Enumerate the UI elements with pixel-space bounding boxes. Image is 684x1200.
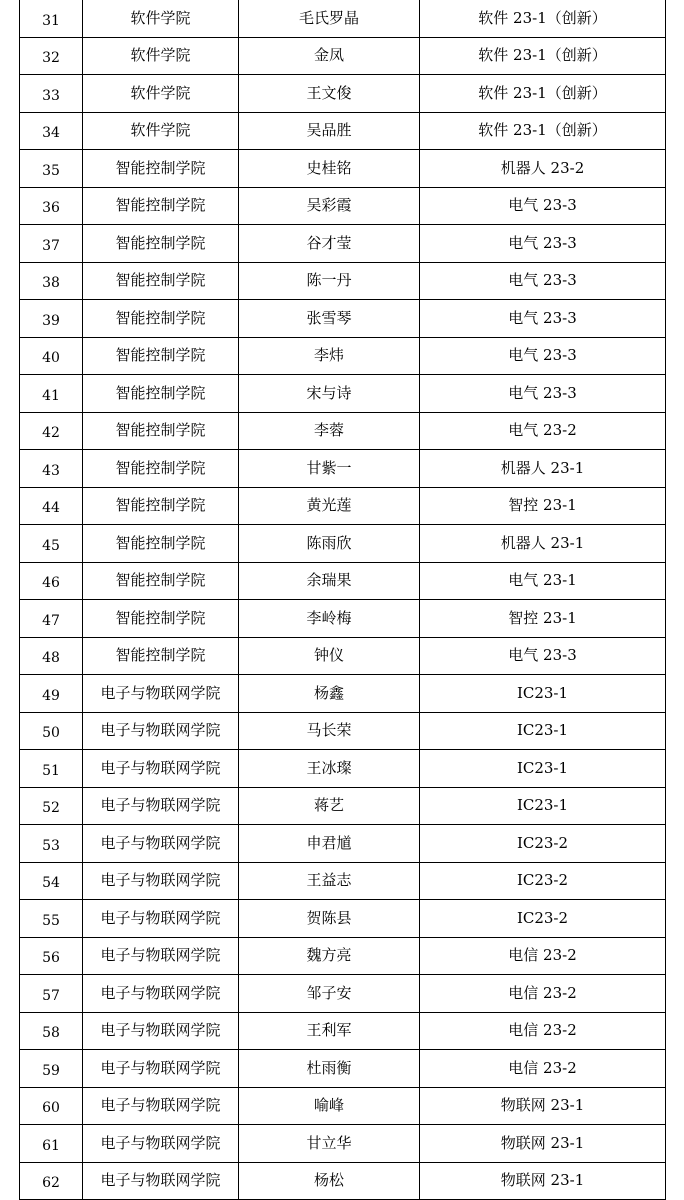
college-cell: 智能控制学院 (83, 225, 239, 263)
college-cell: 电子与物联网学院 (83, 937, 239, 975)
student-name-cell: 史桂铭 (239, 150, 420, 188)
table-row (20, 262, 666, 300)
table-row (20, 0, 666, 37)
table-row (20, 675, 666, 713)
class-cell: 电气 23-3 (420, 637, 666, 675)
row-number-cell: 37 (20, 225, 83, 263)
class-cell: 软件 23-1（创新） (420, 37, 666, 75)
class-cell: 软件 23-1（创新） (420, 75, 666, 113)
college-cell: 智能控制学院 (83, 375, 239, 413)
student-name-cell: 李炜 (239, 337, 420, 375)
table-row (20, 112, 666, 150)
class-cell: 机器人 23-2 (420, 150, 666, 188)
table-row (20, 712, 666, 750)
document-page (19, 7, 665, 1192)
student-name-cell: 甘立华 (239, 1125, 420, 1163)
class-cell: 智控 23-1 (420, 600, 666, 638)
class-cell: 电气 23-3 (420, 262, 666, 300)
row-number-cell: 47 (20, 600, 83, 638)
class-cell: 电气 23-3 (420, 187, 666, 225)
row-number-cell: 39 (20, 300, 83, 338)
student-name-cell: 陈雨欣 (239, 525, 420, 563)
row-number-cell: 50 (20, 712, 83, 750)
table-row (20, 187, 666, 225)
row-number-cell: 56 (20, 937, 83, 975)
class-cell: 电气 23-3 (420, 225, 666, 263)
table-row (20, 37, 666, 75)
row-number-cell: 59 (20, 1050, 83, 1088)
college-cell: 智能控制学院 (83, 637, 239, 675)
class-cell: 电气 23-3 (420, 337, 666, 375)
row-number-cell: 53 (20, 825, 83, 863)
table-row (20, 450, 666, 488)
table-row (20, 1012, 666, 1050)
student-name-cell: 张雪琴 (239, 300, 420, 338)
student-name-cell: 钟仪 (239, 637, 420, 675)
table-row (20, 1162, 666, 1200)
college-cell: 电子与物联网学院 (83, 750, 239, 788)
college-cell: 电子与物联网学院 (83, 862, 239, 900)
student-roster-table (19, 0, 666, 1200)
student-name-cell: 金凤 (239, 37, 420, 75)
student-name-cell: 王文俊 (239, 75, 420, 113)
row-number-cell: 52 (20, 787, 83, 825)
student-name-cell: 甘紫一 (239, 450, 420, 488)
class-cell: 物联网 23-1 (420, 1162, 666, 1200)
college-cell: 电子与物联网学院 (83, 825, 239, 863)
row-number-cell: 61 (20, 1125, 83, 1163)
row-number-cell: 44 (20, 487, 83, 525)
student-name-cell: 王利军 (239, 1012, 420, 1050)
table-row (20, 787, 666, 825)
student-name-cell: 邹子安 (239, 975, 420, 1013)
college-cell: 电子与物联网学院 (83, 675, 239, 713)
row-number-cell: 46 (20, 562, 83, 600)
college-cell: 智能控制学院 (83, 187, 239, 225)
student-name-cell: 王冰璨 (239, 750, 420, 788)
row-number-cell: 35 (20, 150, 83, 188)
table-row (20, 375, 666, 413)
table-row (20, 1087, 666, 1125)
college-cell: 电子与物联网学院 (83, 1125, 239, 1163)
row-number-cell: 51 (20, 750, 83, 788)
college-cell: 智能控制学院 (83, 600, 239, 638)
row-number-cell: 32 (20, 37, 83, 75)
table-row (20, 487, 666, 525)
table-row (20, 150, 666, 188)
class-cell: IC23-1 (420, 712, 666, 750)
college-cell: 智能控制学院 (83, 412, 239, 450)
student-name-cell: 吴品胜 (239, 112, 420, 150)
college-cell: 智能控制学院 (83, 487, 239, 525)
class-cell: IC23-2 (420, 900, 666, 938)
college-cell: 软件学院 (83, 0, 239, 37)
class-cell: 机器人 23-1 (420, 525, 666, 563)
class-cell: IC23-2 (420, 862, 666, 900)
row-number-cell: 41 (20, 375, 83, 413)
row-number-cell: 49 (20, 675, 83, 713)
row-number-cell: 38 (20, 262, 83, 300)
table-row (20, 600, 666, 638)
roster-table-body (20, 0, 666, 1200)
student-name-cell: 杜雨衡 (239, 1050, 420, 1088)
table-row (20, 525, 666, 563)
college-cell: 电子与物联网学院 (83, 900, 239, 938)
table-row (20, 225, 666, 263)
row-number-cell: 55 (20, 900, 83, 938)
student-name-cell: 陈一丹 (239, 262, 420, 300)
class-cell: 电信 23-2 (420, 1012, 666, 1050)
class-cell: IC23-1 (420, 675, 666, 713)
class-cell: 电信 23-2 (420, 937, 666, 975)
student-name-cell: 魏方亮 (239, 937, 420, 975)
table-row (20, 975, 666, 1013)
row-number-cell: 60 (20, 1087, 83, 1125)
student-name-cell: 王益志 (239, 862, 420, 900)
college-cell: 电子与物联网学院 (83, 1087, 239, 1125)
row-number-cell: 42 (20, 412, 83, 450)
row-number-cell: 40 (20, 337, 83, 375)
student-name-cell: 毛氏罗晶 (239, 0, 420, 37)
class-cell: 电气 23-3 (420, 300, 666, 338)
class-cell: IC23-1 (420, 750, 666, 788)
row-number-cell: 45 (20, 525, 83, 563)
table-row (20, 337, 666, 375)
class-cell: 软件 23-1（创新） (420, 112, 666, 150)
class-cell: 智控 23-1 (420, 487, 666, 525)
table-row (20, 300, 666, 338)
table-row (20, 750, 666, 788)
class-cell: 电气 23-1 (420, 562, 666, 600)
row-number-cell: 54 (20, 862, 83, 900)
student-name-cell: 黄光莲 (239, 487, 420, 525)
row-number-cell: 33 (20, 75, 83, 113)
class-cell: 电信 23-2 (420, 975, 666, 1013)
student-name-cell: 宋与诗 (239, 375, 420, 413)
student-name-cell: 杨鑫 (239, 675, 420, 713)
class-cell: 软件 23-1（创新） (420, 0, 666, 37)
college-cell: 电子与物联网学院 (83, 1012, 239, 1050)
row-number-cell: 57 (20, 975, 83, 1013)
college-cell: 软件学院 (83, 37, 239, 75)
table-row (20, 75, 666, 113)
table-row (20, 1125, 666, 1163)
college-cell: 软件学院 (83, 75, 239, 113)
row-number-cell: 31 (20, 0, 83, 37)
row-number-cell: 62 (20, 1162, 83, 1200)
table-row (20, 900, 666, 938)
student-name-cell: 贺陈县 (239, 900, 420, 938)
college-cell: 智能控制学院 (83, 337, 239, 375)
student-name-cell: 马长荣 (239, 712, 420, 750)
row-number-cell: 43 (20, 450, 83, 488)
student-name-cell: 李岭梅 (239, 600, 420, 638)
college-cell: 智能控制学院 (83, 525, 239, 563)
college-cell: 电子与物联网学院 (83, 712, 239, 750)
table-row (20, 562, 666, 600)
college-cell: 智能控制学院 (83, 562, 239, 600)
class-cell: 电气 23-2 (420, 412, 666, 450)
class-cell: 物联网 23-1 (420, 1087, 666, 1125)
row-number-cell: 34 (20, 112, 83, 150)
student-name-cell: 吴彩霞 (239, 187, 420, 225)
college-cell: 软件学院 (83, 112, 239, 150)
college-cell: 电子与物联网学院 (83, 1162, 239, 1200)
college-cell: 智能控制学院 (83, 150, 239, 188)
student-name-cell: 杨松 (239, 1162, 420, 1200)
student-name-cell: 余瑞果 (239, 562, 420, 600)
row-number-cell: 58 (20, 1012, 83, 1050)
table-row (20, 412, 666, 450)
row-number-cell: 36 (20, 187, 83, 225)
student-name-cell: 蒋艺 (239, 787, 420, 825)
class-cell: 电信 23-2 (420, 1050, 666, 1088)
college-cell: 电子与物联网学院 (83, 1050, 239, 1088)
class-cell: 物联网 23-1 (420, 1125, 666, 1163)
college-cell: 智能控制学院 (83, 300, 239, 338)
table-row (20, 862, 666, 900)
row-number-cell: 48 (20, 637, 83, 675)
class-cell: IC23-2 (420, 825, 666, 863)
table-row (20, 937, 666, 975)
college-cell: 电子与物联网学院 (83, 787, 239, 825)
student-name-cell: 喻峰 (239, 1087, 420, 1125)
college-cell: 智能控制学院 (83, 450, 239, 488)
table-row (20, 1050, 666, 1088)
student-name-cell: 谷才莹 (239, 225, 420, 263)
class-cell: 电气 23-3 (420, 375, 666, 413)
class-cell: 机器人 23-1 (420, 450, 666, 488)
college-cell: 智能控制学院 (83, 262, 239, 300)
college-cell: 电子与物联网学院 (83, 975, 239, 1013)
table-row (20, 637, 666, 675)
student-name-cell: 申君馗 (239, 825, 420, 863)
table-row (20, 825, 666, 863)
class-cell: IC23-1 (420, 787, 666, 825)
student-name-cell: 李蓉 (239, 412, 420, 450)
